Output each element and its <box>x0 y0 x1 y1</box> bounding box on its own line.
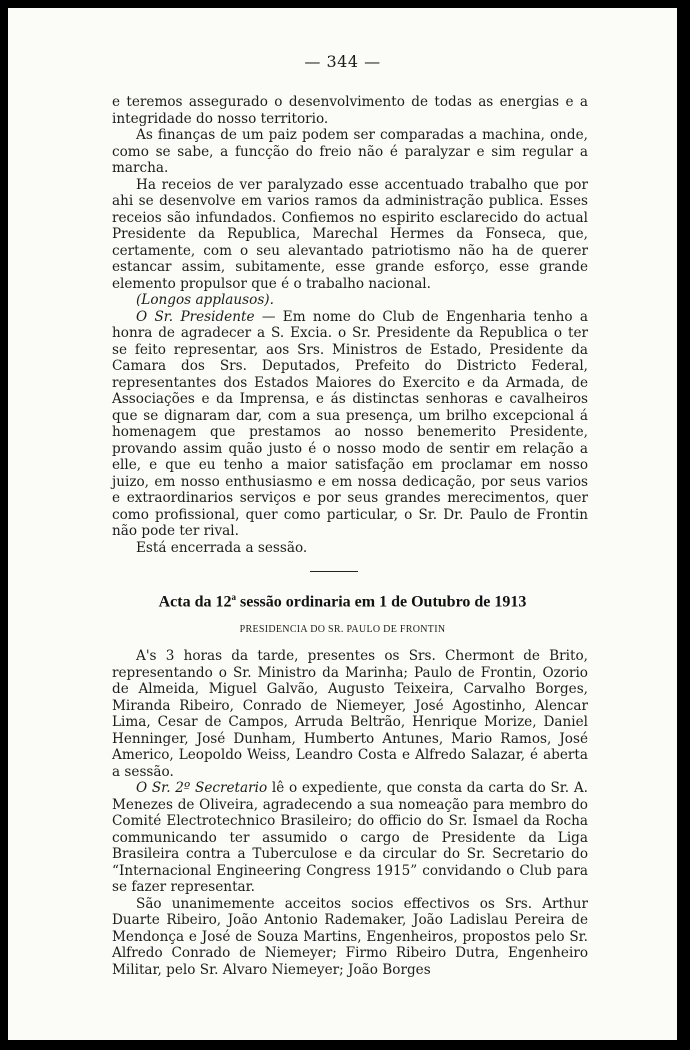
page-number: — 344 — <box>304 52 381 71</box>
speech-paragraph-3: Ha receios de ver paralyzado esse accentuado trabalho que por ahi se desenvolve em varios ramos da administração publica. Esses receios são infundados. Confiemos no espirito esclarecido do actual Presidente da Republica, Marechal Hermes da Fonseca, que, certamente, com o seu alevantado patriotismo não ha de querer estancar assim, subitamente, esse grande esforço, esse grande elemento propulsor que é o trabalho nacional. <box>112 176 588 292</box>
attendance-paragraph: A's 3 horas da tarde, presentes os Srs. Chermont de Brito, representando o Sr. Ministro da Marinha; Paulo de Frontin, Ozorio de Almeida, Miguel Galvão, Augusto Teixeira, Carvalho Borges, Miranda Ribeiro, Conrado de Niemeyer, José Agostinho, Alencar Lima, Cesar de Campos, Arruda Beltrão, Henrique Morize, Daniel Henninger, José Dunham, Humberto Antunes, Mario Ramos, José Americo, Leopoldo Weiss, Leandro Costa e Alfredo Salazar, é aberta a sessão. <box>112 648 588 780</box>
president-speaker: O Sr. Presidente <box>136 308 255 325</box>
admission-paragraph: São unanimemente acceitos socios effectivos os Srs. Arthur Duarte Ribeiro, João Antonio Rademaker, João Ladislau Pereira de Mendonça e José de Souza Martins, Engenheiros, propostos pelo Sr. Alfredo Conrado de Niemeyer; Firmo Ribeiro Dutra, Engenheiro Militar, pelo Sr. Alvaro Niemeyer; João Borges <box>112 895 588 978</box>
document-page <box>8 8 677 1040</box>
applause-note: (Longos applausos). <box>136 292 274 308</box>
secretary-paragraph <box>112 780 588 896</box>
speech-section <box>112 94 588 556</box>
president-speech <box>112 309 588 540</box>
session-closing: Está encerrada a sessão. <box>136 539 308 556</box>
minutes-title-prefix: Acta da 12 <box>158 593 232 611</box>
president-speech-text: — Em nome do Club de Engenharia tenho a honra de agradecer a S. Excia. o Sr. Presidente da Republica o ter se feito representar, aos Srs. Ministros de Estado, Presidente da Camara dos Srs. Deputados, Prefeito do Districto Federal, representantes dos Estados Maiores do Exercito e da Armada, de Associações e da Imprensa, e ás distinctas senhoras e cavalheiros que se dignaram dar, com a sua presença, um brilho excepcional á homenagem que prestamos ao nosso benemerito Presidente, provando assim quão justo é o nosso modo de sentir em relação a elle, e que eu tenho a maior satisfação em proclamar em nosso juizo, em nosso enthusiasmo e em nossa dedicação, por seus varios e extraordinarios serviços e por seus grandes merecimentos, quer como profissional, quer como particular, o Sr. Dr. Paulo de Frontin não pode ter rival. <box>112 308 588 539</box>
secretary-speaker: O Sr. 2º Secretario <box>136 780 268 796</box>
minutes-section <box>112 648 588 978</box>
speech-paragraph-2: As finanças de um paiz podem ser comparadas a machina, onde, como se sabe, a funcção do freio não é paralyzar e sim regular a marcha. <box>112 127 588 176</box>
minutes-title-ordinal: a <box>231 592 236 602</box>
secretary-text: lê o expediente, que consta da carta do Sr. A. Menezes de Oliveira, agradecendo a sua nomeação para membro do Comité Electrotechnico Brasileiro; do officio do Sr. Ismael da Rocha communicando ter assumido o cargo de Presidente da Liga Brasileira contra a Tuberculose e da circular do Sr. Secretario do “Internacional Engineering Congress 1915” convidando o Club para se fazer representar. <box>112 780 588 895</box>
speech-paragraph-1: e teremos assegurado o desenvolvimento de todas as energias e a integridade do nosso territorio. <box>112 94 588 127</box>
section-divider <box>310 571 358 572</box>
minutes-title <box>8 592 677 611</box>
minutes-title-suffix: sessão ordinaria em 1 de Outubro de 1913 <box>236 593 527 611</box>
minutes-subtitle: PRESIDENCIA DO SR. PAULO DE FRONTIN <box>239 624 446 635</box>
